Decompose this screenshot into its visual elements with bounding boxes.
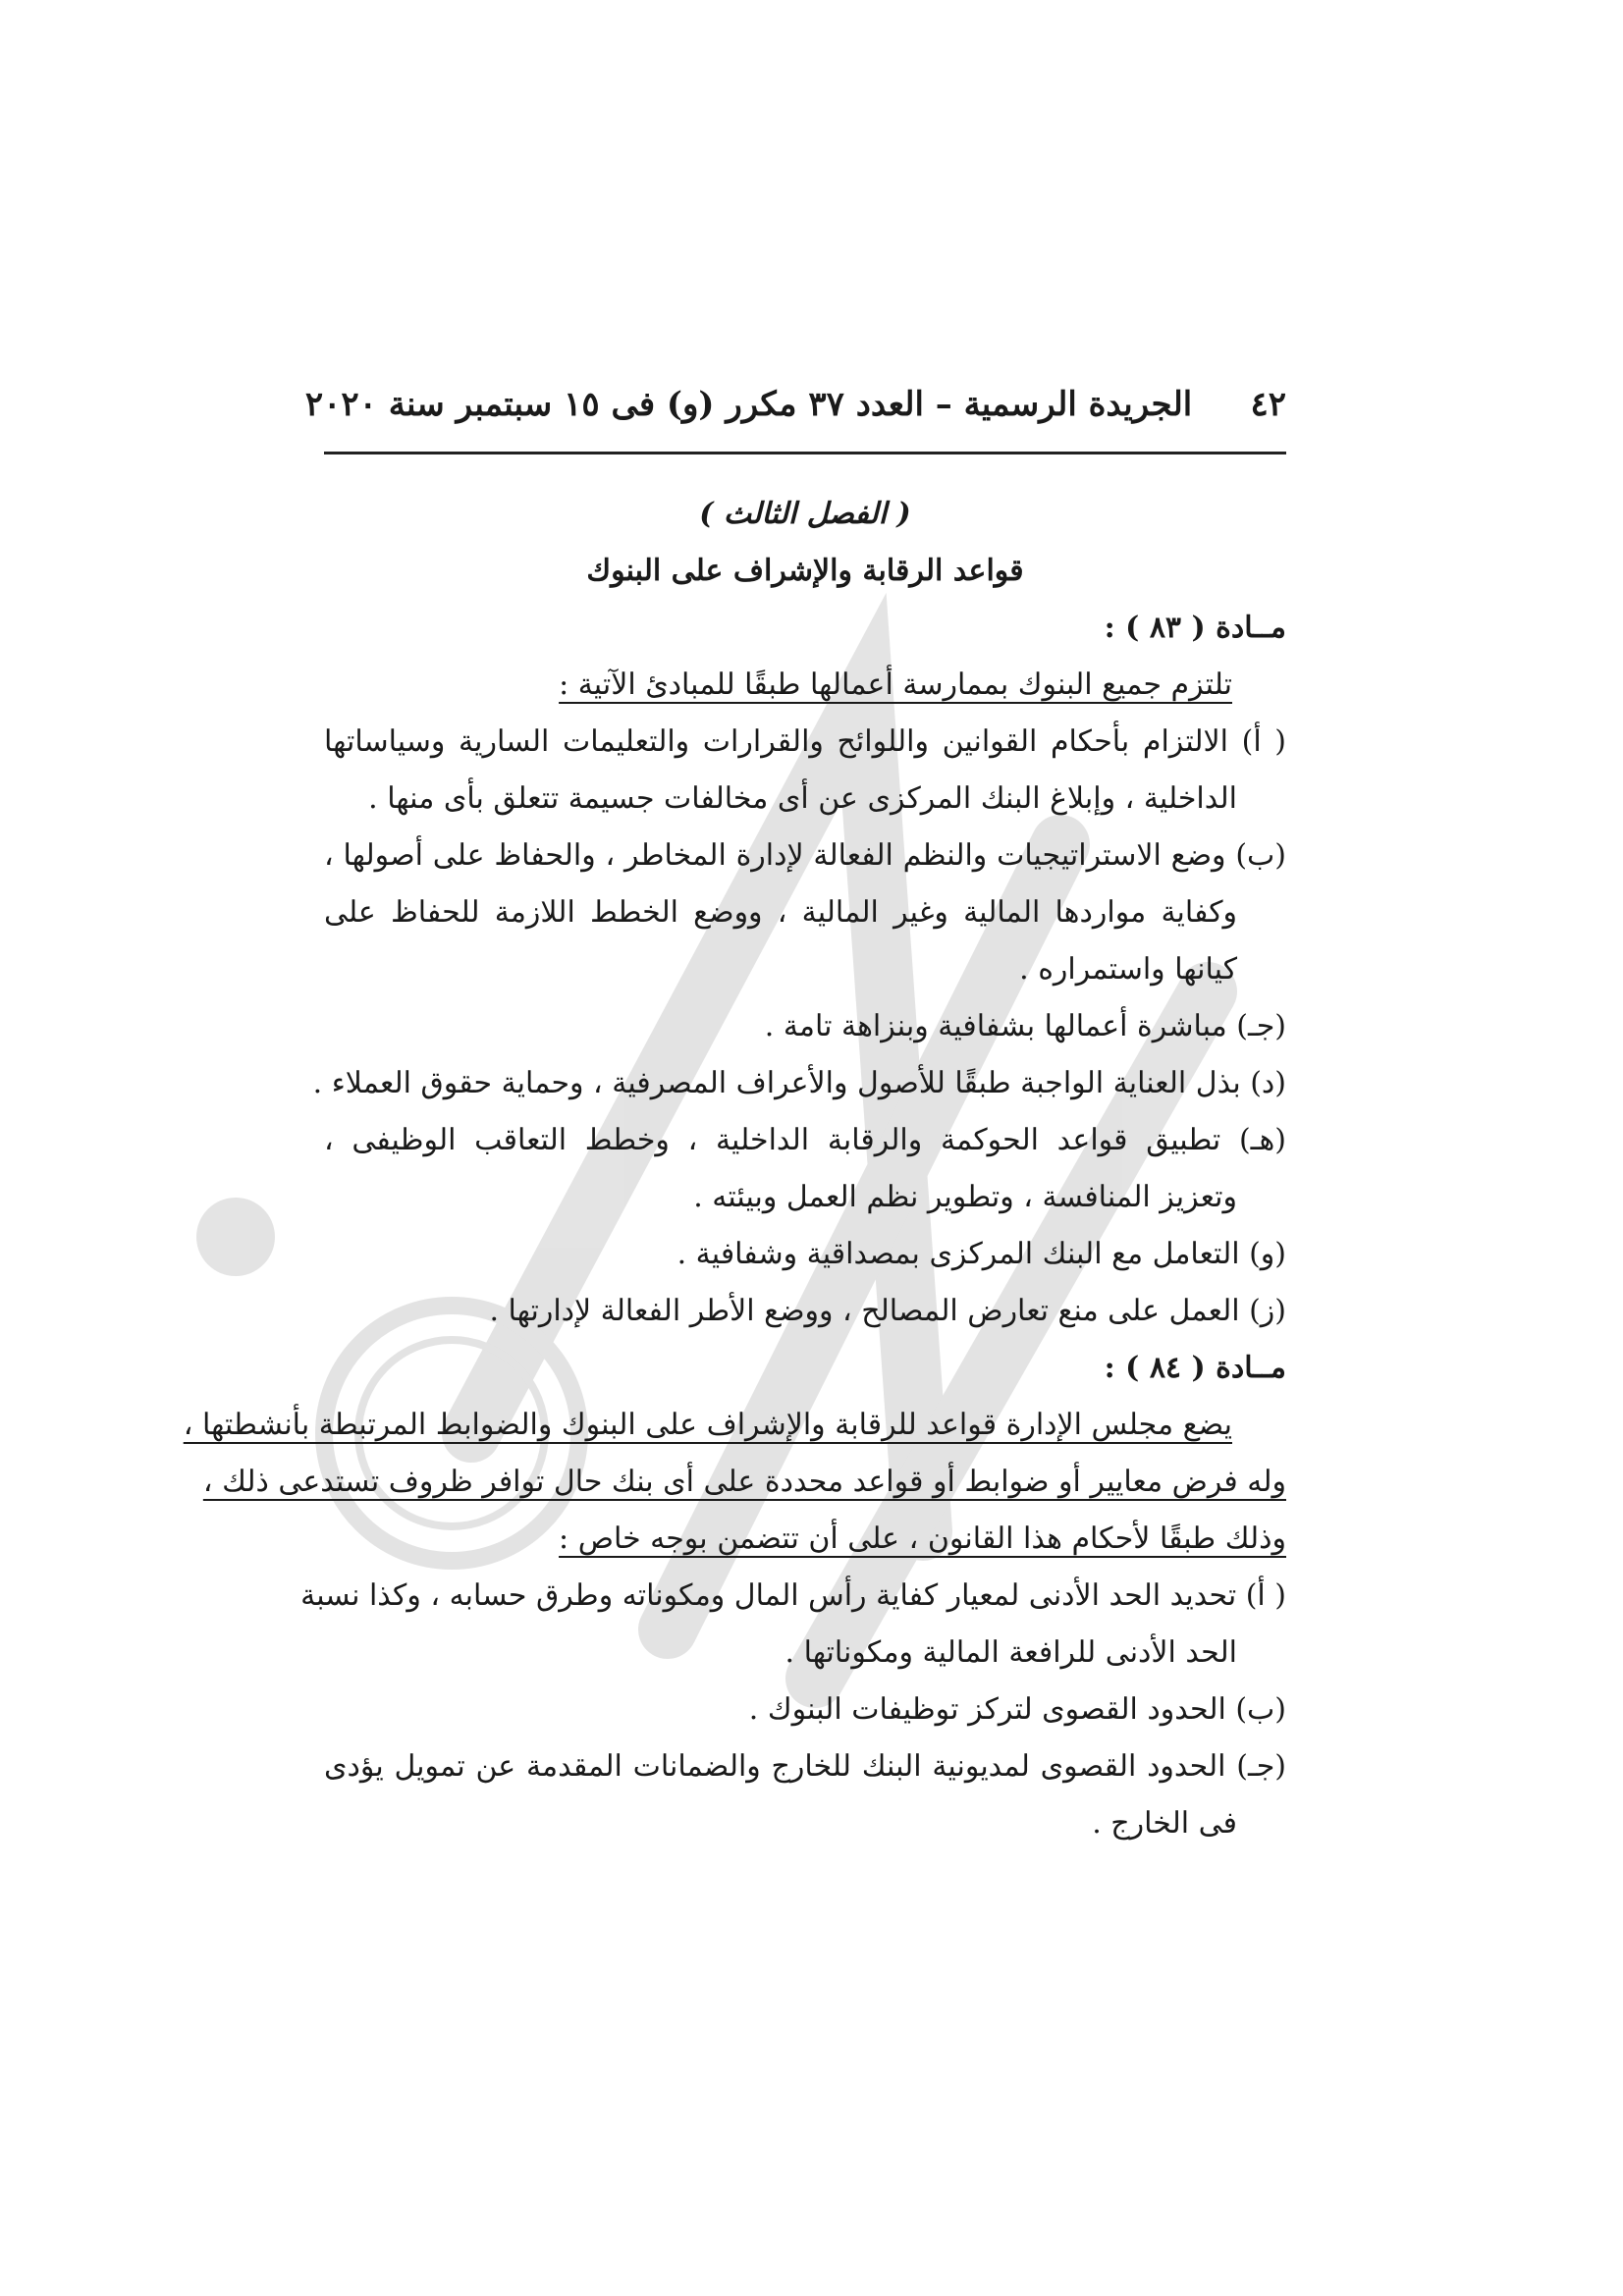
article-84-item-c-line1: (جـ) الحدود القصوى لمديونية البنك للخارج والضمانات المقدمة عن تمويل يؤدى [324, 1749, 1286, 1784]
article-83-item-c: (جـ) مباشرة أعمالها بشفافية وبنزاهة تامة . [764, 1009, 1286, 1043]
article-83-heading: مــادة ( ٨٣ ) : [1104, 611, 1286, 645]
article-83-item-b-line3: كيانها واستمراره . [1019, 952, 1237, 987]
article-83-item-b-line1: (ب) وضع الاستراتيجيات والنظم الفعالة لإدارة المخاطر ، والحفاظ على أصولها ، [324, 838, 1286, 873]
article-83-item-b-line2: وكفاية مواردها المالية وغير المالية ، ووضع الخطط اللازمة للحفاظ على [324, 895, 1237, 930]
article-84-item-b: (ب) الحدود القصوى لتركز توظيفات البنوك . [748, 1692, 1286, 1727]
article-84-intro-line2: وله فرض معايير أو ضوابط أو قواعد محددة على أى بنك حال توافر ظروف تستدعى ذلك ، [202, 1465, 1286, 1499]
article-84-heading: مــادة ( ٨٤ ) : [1104, 1351, 1286, 1385]
article-83-intro: تلتزم جميع البنوك بممارسة أعمالها طبقًا للمبادئ الآتية : [559, 667, 1232, 702]
article-83-item-d: (د) بذل العناية الواجبة طبقًا للأصول والأعراف المصرفية ، وحماية حقوق العملاء . [312, 1066, 1286, 1100]
chapter-title: ( الفصل الثالث ) [699, 497, 911, 531]
gazette-title: الجريدة الرسمية – العدد ٣٧ مكرر (و) فى ١٥ سبتمبر سنة ٢٠٢٠ [304, 385, 1193, 424]
article-84-item-a-line1: ( أ) تحديد الحد الأدنى لمعيار كفاية رأس المال ومكوناته وطرق حسابه ، وكذا نسبة [300, 1578, 1286, 1613]
article-84-intro-line1: يضع مجلس الإدارة قواعد للرقابة والإشراف على البنوك والضوابط المرتبطة بأنشطتها ، [183, 1408, 1232, 1442]
article-84-item-c-line2: فى الخارج . [1092, 1806, 1237, 1841]
article-83-item-e-line1: (هـ) تطبيق قواعد الحوكمة والرقابة الداخلية ، وخطط التعاقب الوظيفى ، [324, 1123, 1286, 1157]
article-84-item-a-line2: الحد الأدنى للرافعة المالية ومكوناتها . [784, 1635, 1237, 1670]
article-83-item-g: (ز) العمل على منع تعارض المصالح ، ووضع الأطر الفعالة لإدارتها . [489, 1294, 1286, 1328]
header-divider [324, 452, 1286, 454]
chapter-subtitle: قواعد الرقابة والإشراف على البنوك [586, 554, 1024, 588]
page-header [304, 385, 1286, 424]
article-83-item-a-line1: ( أ) الالتزام بأحكام القوانين واللوائح والقرارات والتعليمات السارية وسياساتها [324, 724, 1286, 759]
page-number: ٤٢ [1250, 385, 1286, 424]
article-83-item-a-line2: الداخلية ، وإبلاغ البنك المركزى عن أى مخالفات جسيمة تتعلق بأى منها . [368, 781, 1237, 816]
document-body [183, 486, 1286, 1852]
article-83-item-f: (و) التعامل مع البنك المركزى بمصداقية وشفافية . [676, 1237, 1286, 1271]
article-83-item-e-line2: وتعزيز المنافسة ، وتطوير نظم العمل وبيئته . [693, 1180, 1237, 1214]
article-84-intro-line3: وذلك طبقًا لأحكام هذا القانون ، على أن تتضمن بوجه خاص : [559, 1522, 1286, 1556]
